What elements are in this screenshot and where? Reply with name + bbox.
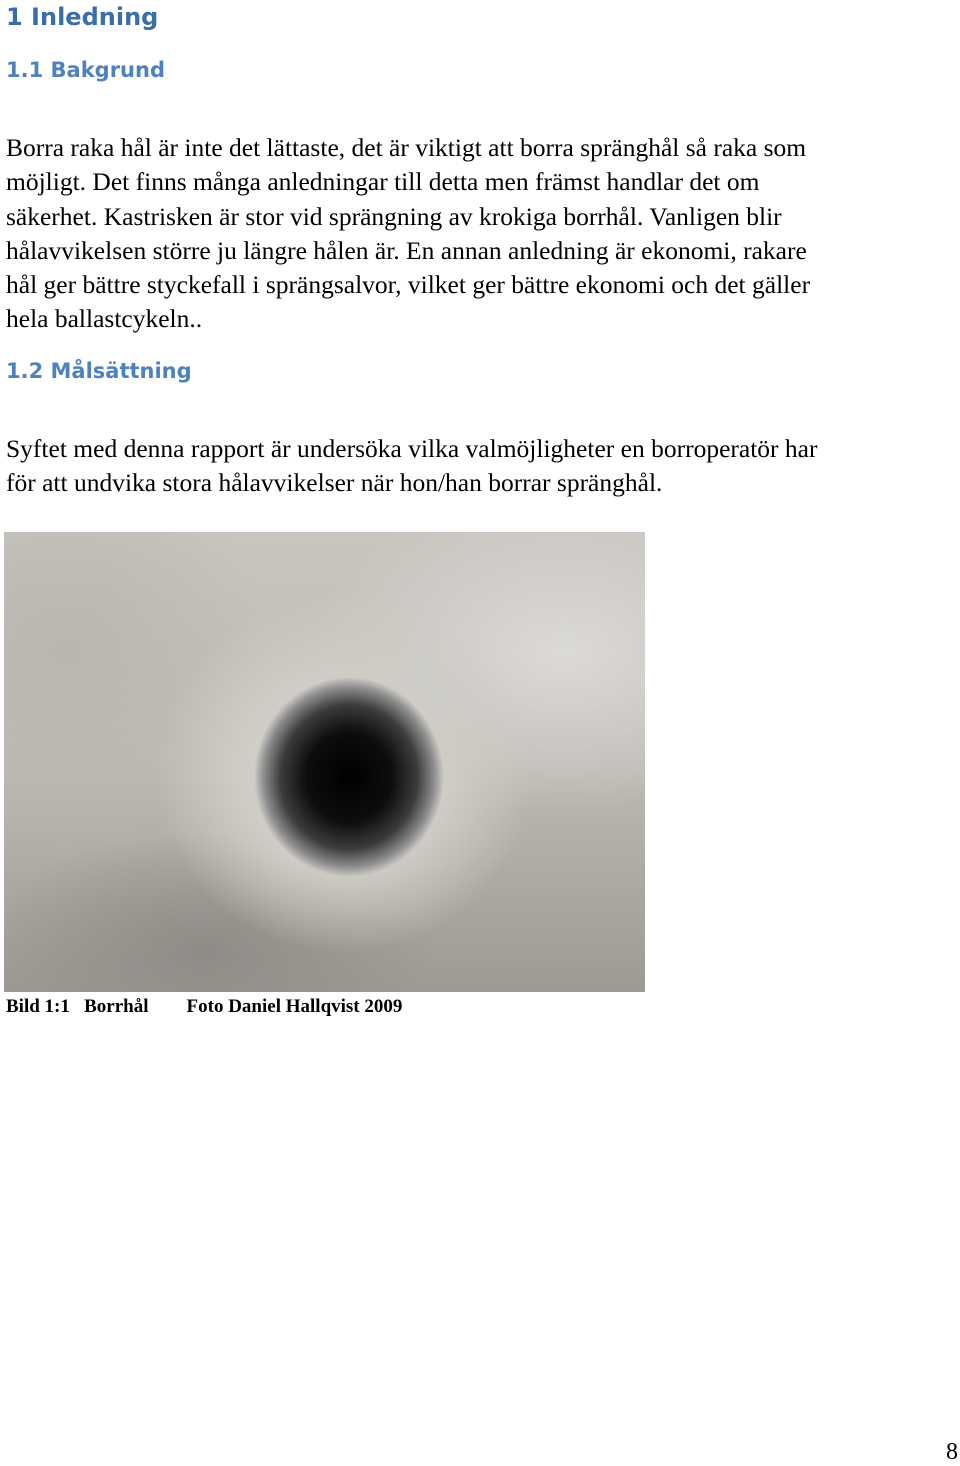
- malsattning-paragraph: [6, 432, 956, 501]
- page-number: 8: [946, 1439, 958, 1465]
- section-heading-bakgrund: 1.1 Bakgrund: [6, 58, 165, 82]
- paragraph-line: hål ger bättre styckefall i sprängsalvor, vilket ger bättre ekonomi och det gäller: [6, 270, 811, 300]
- chapter-heading: 1 Inledning: [6, 3, 159, 31]
- caption-title: Borrhål: [84, 996, 149, 1017]
- paragraph-line: säkerhet. Kastrisken är stor vid sprängning av krokiga borrhål. Vanligen blir: [6, 201, 782, 231]
- bakgrund-paragraph: [6, 131, 956, 337]
- paragraph-line: Syftet med denna rapport är undersöka vilka valmöjligheter en borroperatör har: [6, 434, 818, 463]
- paragraph-line: Borra raka hål är inte det lättaste, det är viktigt att borra spränghål så raka som: [6, 133, 807, 162]
- borehole-photo: [4, 532, 645, 992]
- paragraph-line: hålavvikelsen större ju längre hålen är. En annan anledning är ekonomi, rakare: [6, 235, 807, 265]
- caption-credit: Foto Daniel Hallqvist 2009: [186, 996, 403, 1017]
- paragraph-line: för att undvika stora hålavvikelser när hon/han borrar spränghål.: [6, 468, 663, 498]
- caption-label: Bild 1:1: [6, 996, 70, 1017]
- paragraph-line: möjligt. Det finns många anledningar till detta men främst handlar det om: [6, 167, 760, 197]
- paragraph-line: hela ballastcykeln..: [6, 304, 203, 334]
- section-heading-malsattning: 1.2 Målsättning: [6, 359, 192, 383]
- figure-caption: [6, 994, 402, 1020]
